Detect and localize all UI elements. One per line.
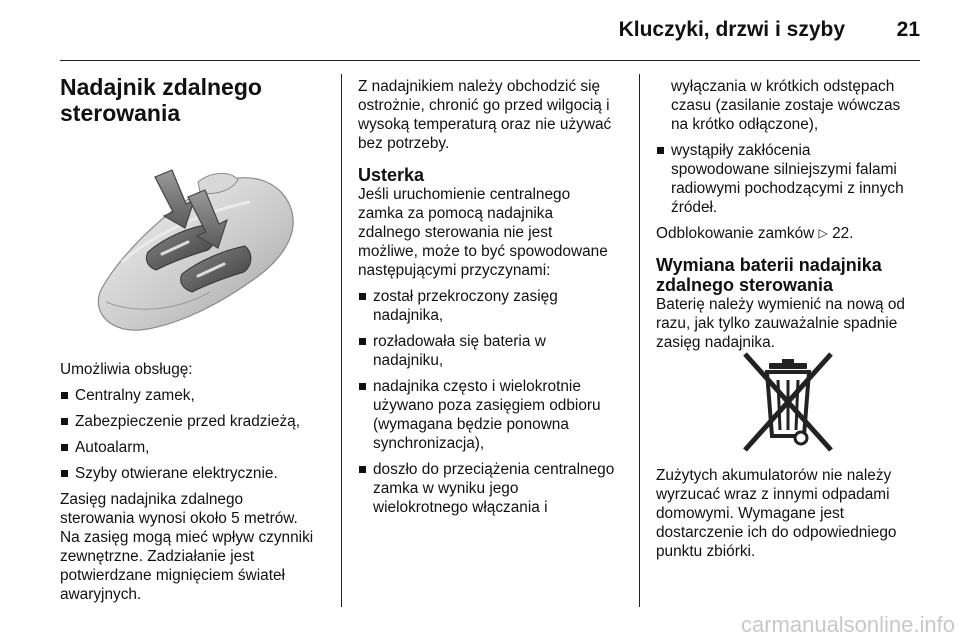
list-item: został przekroczony zasięg nadajnika, [358, 287, 636, 325]
bullet-icon [359, 338, 366, 345]
list-item: Autoalarm, [60, 438, 332, 457]
battery-paragraph: Baterię należy wymienić na nową od razu, jak tylko zauważalnie spadnie zasięg nadajnika. [656, 296, 905, 351]
section-heading: Nadajnik zdalnego sterowania [60, 74, 262, 126]
functions-intro: Umożliwia obsługę: [60, 361, 193, 378]
middle-column [358, 77, 636, 524]
fault-heading: Usterka [358, 165, 425, 185]
list-item: rozładowała się bateria w nadajniku, [358, 332, 636, 370]
causes-list [358, 287, 636, 517]
bullet-icon [61, 444, 68, 451]
key-remote-icon [60, 142, 322, 352]
list-item: Zabezpieczenie przed kradzieżą, [60, 412, 332, 431]
page-number: 21 [896, 18, 920, 41]
disposal-text [656, 466, 922, 568]
disposal-figure [735, 350, 841, 454]
list-item: wystąpiły zakłócenia spowodowane silniejszymi falami radiowymi pochodzącymi z innych źródeł. [656, 141, 922, 217]
fault-intro: Jeśli uruchomienie centralnego zamka za pomocą nadajnika zdalnego sterowania nie jest możliwe, może to być spowodowane następującymi przyczynami: [358, 186, 608, 279]
left-column [60, 74, 332, 126]
battery-heading: Wymiana baterii nadajnika zdalnego sterowania [656, 255, 882, 295]
list-item: wyłączania w krótkich odstępach czasu (zasilanie zostaje wówczas na krótko odłączone), [671, 78, 901, 133]
list-item: nadajnika często i wielokrotnie używano poza zasięgiem odbioru (wymagana będzie ponowna synchronizacja), [358, 377, 636, 453]
page-reference-link[interactable]: 22. [832, 225, 854, 242]
left-column-lower [60, 360, 332, 611]
column-divider-2 [639, 74, 640, 607]
crossed-bin-icon [735, 350, 841, 454]
care-paragraph: Z nadajnikiem należy obchodzić się ostrożnie, chronić go przed wilgocią i wysoką temperaturą oraz nie używać bez potrzeby. [358, 78, 612, 152]
list-item: doszło do przeciążenia centralnego zamka w wyniku jego wielokrotnego włączania i [358, 460, 636, 517]
bullet-icon [359, 466, 366, 473]
functions-list [60, 386, 332, 483]
bullet-icon [61, 470, 68, 477]
right-column [656, 77, 922, 359]
unlock-reference: Odblokowanie zamków ▷ 22. [656, 225, 854, 242]
header-rule [60, 60, 920, 61]
list-item: Szyby otwierane elektrycznie. [60, 464, 332, 483]
bullet-icon [359, 383, 366, 390]
bullet-icon [61, 418, 68, 425]
list-item: Centralny zamek, [60, 386, 332, 405]
column-divider-1 [341, 74, 342, 607]
watermark: carmanualsonline.info [740, 612, 955, 637]
bullet-icon [657, 147, 664, 154]
disposal-paragraph: Zużytych akumulatorów nie należy wyrzucać wraz z innymi odpadami domowymi. Wymagane jest dostarczenie ich do odpowiedniego punktu zbiórki. [656, 467, 897, 560]
causes-list-continued [656, 77, 922, 217]
page-header-title: Kluczyki, drzwi i szyby [618, 18, 845, 41]
page-reference-arrow-icon: ▷ [818, 226, 828, 240]
bullet-icon [359, 293, 366, 300]
bullet-icon [61, 392, 68, 399]
range-paragraph: Zasięg nadajnika zdalnego sterowania wynosi około 5 metrów. Na zasięg mogą mieć wpływ czynniki zewnętrzne. Zadziałanie jest potwierdzane mignięciem świateł awaryjnych. [60, 491, 314, 603]
key-remote-figure [60, 142, 322, 352]
